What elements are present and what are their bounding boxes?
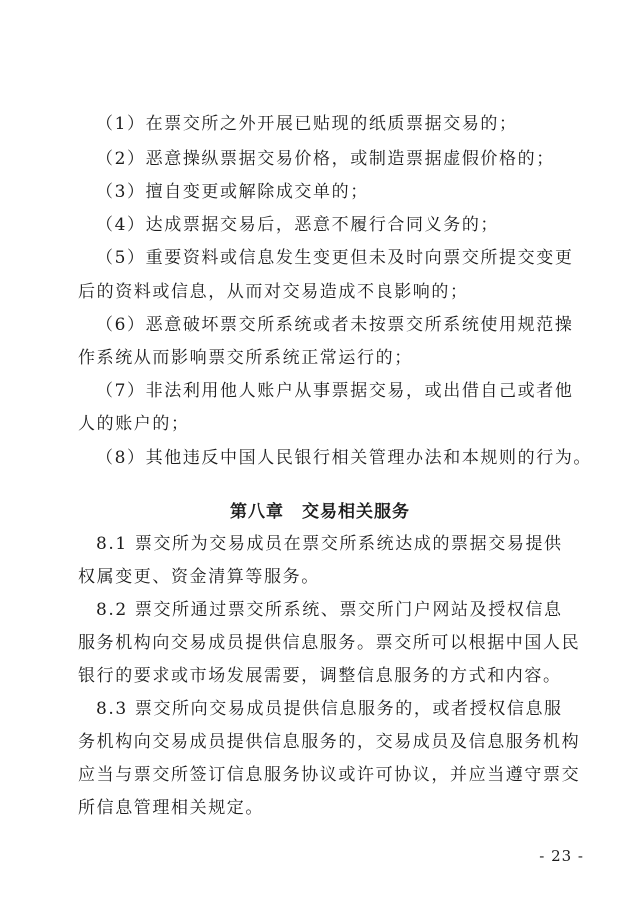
section-8-2-line-1: 8.2 票交所通过票交所系统、票交所门户网站及授权信息 bbox=[96, 600, 563, 620]
item-3: （3）擅自变更或解除成交单的； bbox=[96, 182, 369, 202]
section-8-2-line-2: 服务机构向交易成员提供信息服务。票交所可以根据中国人民 bbox=[78, 633, 581, 653]
chapter-heading bbox=[0, 500, 640, 524]
item-1: （1）在票交所之外开展已贴现的纸质票据交易的； bbox=[96, 114, 518, 134]
section-8-2-line-3: 银行的要求或市场发展需要，调整信息服务的方式和内容。 bbox=[78, 666, 562, 686]
chapter-title: 交易相关服务 bbox=[302, 502, 410, 522]
section-8-3-line-1: 8.3 票交所向交易成员提供信息服务的，或者授权信息服 bbox=[96, 699, 563, 719]
item-4: （4）达成票据交易后，恶意不履行合同义务的； bbox=[96, 215, 500, 235]
item-6-line-1: （6）恶意破坏票交所系统或者未按票交所系统使用规范操 bbox=[96, 315, 574, 335]
page-number: - 23 - bbox=[539, 847, 584, 865]
item-7-line-2: 人的账户的； bbox=[78, 414, 190, 434]
item-8: （8）其他违反中国人民银行相关管理办法和本规则的行为。 bbox=[96, 448, 593, 468]
item-7-line-1: （7）非法利用他人账户从事票据交易，或出借自己或者他 bbox=[96, 381, 574, 401]
item-6-line-2: 作系统从而影响票交所系统正常运行的； bbox=[78, 348, 413, 368]
chapter-number: 第八章 bbox=[230, 502, 284, 522]
item-2: （2）恶意操纵票据交易价格，或制造票据虚假价格的； bbox=[96, 149, 555, 169]
section-8-1-line-2: 权属变更、资金清算等服务。 bbox=[78, 567, 320, 587]
item-5-line-2: 后的资料或信息，从而对交易造成不良影响的； bbox=[78, 282, 469, 302]
section-8-3-line-4: 所信息管理相关规定。 bbox=[78, 798, 264, 818]
item-5-line-1: （5）重要资料或信息发生变更但未及时向票交所提交变更 bbox=[96, 248, 574, 268]
section-8-3-line-2: 务机构向交易成员提供信息服务的，交易成员及信息服务机构 bbox=[78, 732, 581, 752]
section-8-3-line-3: 应当与票交所签订信息服务协议或许可协议，并应当遵守票交 bbox=[78, 765, 581, 785]
section-8-1-line-1: 8.1 票交所为交易成员在票交所系统达成的票据交易提供 bbox=[96, 534, 563, 554]
